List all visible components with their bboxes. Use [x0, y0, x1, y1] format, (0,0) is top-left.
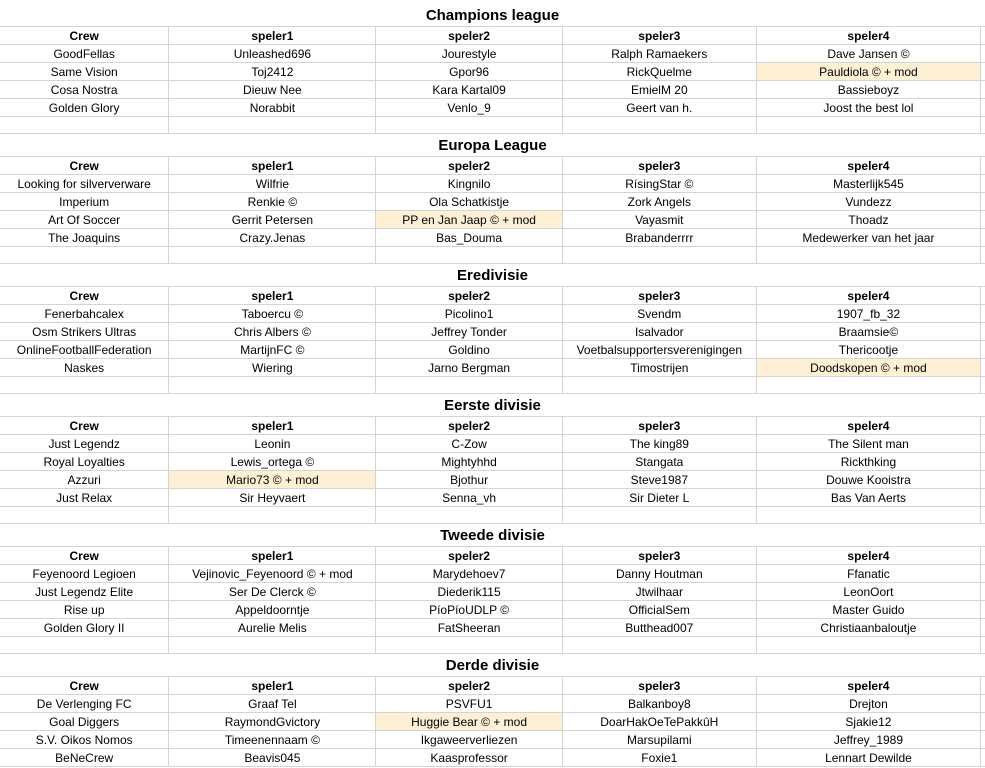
empty-cell[interactable]	[981, 193, 985, 211]
crew-cell[interactable]: Cosa Nostra	[0, 81, 169, 99]
empty-cell[interactable]	[169, 637, 376, 654]
section-title[interactable]: Eerste divisie	[0, 394, 985, 417]
table-row	[0, 323, 985, 341]
player-cell[interactable]: Timeenennaam ©	[169, 731, 376, 749]
table-row	[0, 341, 985, 359]
player-cell[interactable]: MartijnFC ©	[169, 341, 376, 359]
section-title-row	[0, 524, 985, 547]
crew-cell[interactable]: Imperium	[0, 193, 169, 211]
table-row	[0, 713, 985, 731]
header-cell[interactable]: speler2	[376, 677, 562, 695]
player-cell[interactable]: 1907_fb_32	[757, 305, 981, 323]
crew-cell[interactable]: Fenerbahcalex	[0, 305, 169, 323]
header-cell[interactable]: speler4	[757, 547, 981, 565]
empty-cell[interactable]	[376, 507, 562, 524]
crew-cell[interactable]: BeNeCrew	[0, 749, 169, 767]
empty-cell[interactable]	[981, 695, 985, 713]
player-cell[interactable]: Goldino	[376, 341, 562, 359]
crew-cell[interactable]: Just Legendz	[0, 435, 169, 453]
empty-cell[interactable]	[981, 117, 985, 134]
player-cell[interactable]: Marydehoev7	[376, 565, 562, 583]
blank-row	[0, 117, 985, 134]
player-cell[interactable]: Venlo_9	[376, 99, 562, 117]
player-cell[interactable]: Vayasmit	[563, 211, 757, 229]
header-cell[interactable]: Crew	[0, 287, 169, 305]
player-cell[interactable]: Aurelie Melis	[169, 619, 376, 637]
player-cell[interactable]: Mario73 © + mod	[169, 471, 376, 489]
header-cell[interactable]: speler3	[563, 677, 757, 695]
blank-row	[0, 637, 985, 654]
empty-cell[interactable]	[169, 507, 376, 524]
header-cell[interactable]: Crew	[0, 547, 169, 565]
header-cell[interactable]: speler3	[563, 287, 757, 305]
empty-cell[interactable]	[0, 117, 169, 134]
player-cell[interactable]: Jtwilhaar	[563, 583, 757, 601]
player-cell[interactable]: RísingStar ©	[563, 175, 757, 193]
empty-cell[interactable]	[981, 453, 985, 471]
header-cell[interactable]: speler2	[376, 547, 562, 565]
player-cell[interactable]: Stangata	[563, 453, 757, 471]
header-row	[0, 27, 985, 45]
player-cell[interactable]: Vundezz	[757, 193, 981, 211]
table-row	[0, 305, 985, 323]
section-title[interactable]: Eredivisie	[0, 264, 985, 287]
player-cell[interactable]: Geert van h.	[563, 99, 757, 117]
table-row	[0, 211, 985, 229]
empty-cell[interactable]	[563, 637, 757, 654]
crew-cell[interactable]: GoodFellas	[0, 45, 169, 63]
player-cell[interactable]: Crazy.Jenas	[169, 229, 376, 247]
crew-cell[interactable]: Same Vision	[0, 63, 169, 81]
empty-cell[interactable]	[981, 157, 985, 175]
player-cell[interactable]: Voetbalsupportersverenigingen	[563, 341, 757, 359]
empty-cell[interactable]	[981, 63, 985, 81]
empty-cell[interactable]	[376, 377, 562, 394]
header-cell[interactable]: speler4	[757, 287, 981, 305]
empty-cell[interactable]	[757, 247, 981, 264]
player-cell[interactable]: Rickthking	[757, 453, 981, 471]
player-cell[interactable]: Marsupilami	[563, 731, 757, 749]
player-cell[interactable]: Pauldiola © + mod	[757, 63, 981, 81]
table-row	[0, 81, 985, 99]
empty-cell[interactable]	[0, 377, 169, 394]
header-row	[0, 547, 985, 565]
player-cell[interactable]: Ffanatic	[757, 565, 981, 583]
blank-row	[0, 377, 985, 394]
player-cell[interactable]: Diederik115	[376, 583, 562, 601]
player-cell[interactable]: Zork Angels	[563, 193, 757, 211]
header-cell[interactable]: speler1	[169, 547, 376, 565]
player-cell[interactable]: FatSheeran	[376, 619, 562, 637]
empty-cell[interactable]	[981, 507, 985, 524]
crew-cell[interactable]: Royal Loyalties	[0, 453, 169, 471]
player-cell[interactable]: Vejinovic_Feyenoord © + mod	[169, 565, 376, 583]
header-cell[interactable]: speler1	[169, 417, 376, 435]
player-cell[interactable]: RickQuelme	[563, 63, 757, 81]
player-cell[interactable]: Unleashed696	[169, 45, 376, 63]
player-cell[interactable]: PSVFU1	[376, 695, 562, 713]
table-row	[0, 99, 985, 117]
player-cell[interactable]: Medewerker van het jaar	[757, 229, 981, 247]
player-cell[interactable]: PP en Jan Jaap © + mod	[376, 211, 562, 229]
player-cell[interactable]: Mightyhhd	[376, 453, 562, 471]
player-cell[interactable]: Bassieboyz	[757, 81, 981, 99]
empty-cell[interactable]	[981, 229, 985, 247]
table-row	[0, 601, 985, 619]
crew-cell[interactable]: Just Legendz Elite	[0, 583, 169, 601]
player-cell[interactable]: Bas Van Aerts	[757, 489, 981, 507]
player-cell[interactable]: Leonin	[169, 435, 376, 453]
table-row	[0, 359, 985, 377]
player-cell[interactable]: DoarHakOeTePakkûH	[563, 713, 757, 731]
empty-cell[interactable]	[981, 731, 985, 749]
player-cell[interactable]: Huggie Bear © + mod	[376, 713, 562, 731]
crew-cell[interactable]: Looking for silververware	[0, 175, 169, 193]
empty-cell[interactable]	[981, 99, 985, 117]
header-cell[interactable]: Crew	[0, 677, 169, 695]
header-cell[interactable]: speler2	[376, 287, 562, 305]
table-row	[0, 749, 985, 767]
player-cell[interactable]: Bas_Douma	[376, 229, 562, 247]
header-cell[interactable]: speler2	[376, 417, 562, 435]
empty-cell[interactable]	[563, 247, 757, 264]
player-cell[interactable]: Norabbit	[169, 99, 376, 117]
empty-cell[interactable]	[376, 247, 562, 264]
section-title-row	[0, 264, 985, 287]
player-cell[interactable]: Steve1987	[563, 471, 757, 489]
player-cell[interactable]: Svendm	[563, 305, 757, 323]
player-cell[interactable]: Foxie1	[563, 749, 757, 767]
player-cell[interactable]: Isalvador	[563, 323, 757, 341]
empty-cell[interactable]	[981, 81, 985, 99]
player-cell[interactable]: The king89	[563, 435, 757, 453]
empty-cell[interactable]	[981, 359, 985, 377]
player-cell[interactable]: PíoPíoUDLP ©	[376, 601, 562, 619]
empty-cell[interactable]	[981, 637, 985, 654]
player-cell[interactable]: EmielM 20	[563, 81, 757, 99]
player-cell[interactable]: Jeffrey Tonder	[376, 323, 562, 341]
section-title-row	[0, 134, 985, 157]
player-cell[interactable]: Joost the best lol	[757, 99, 981, 117]
crew-cell[interactable]: OnlineFootballFederation	[0, 341, 169, 359]
player-cell[interactable]: Ikgaweerverliezen	[376, 731, 562, 749]
player-cell[interactable]: Drejton	[757, 695, 981, 713]
player-cell[interactable]: Taboercu ©	[169, 305, 376, 323]
empty-cell[interactable]	[981, 565, 985, 583]
player-cell[interactable]: Kara Kartal09	[376, 81, 562, 99]
header-cell[interactable]: Crew	[0, 157, 169, 175]
header-cell[interactable]: speler1	[169, 287, 376, 305]
empty-cell[interactable]	[757, 637, 981, 654]
player-cell[interactable]: Butthead007	[563, 619, 757, 637]
table-row	[0, 175, 985, 193]
empty-cell[interactable]	[981, 211, 985, 229]
table-row	[0, 435, 985, 453]
header-cell[interactable]: speler1	[169, 157, 376, 175]
empty-cell[interactable]	[169, 377, 376, 394]
empty-cell[interactable]	[757, 117, 981, 134]
blank-row	[0, 247, 985, 264]
player-cell[interactable]: Lennart Dewilde	[757, 749, 981, 767]
player-cell[interactable]: The Silent man	[757, 435, 981, 453]
crew-cell[interactable]: S.V. Oikos Nomos	[0, 731, 169, 749]
player-cell[interactable]: Appeldoorntje	[169, 601, 376, 619]
player-cell[interactable]: Senna_vh	[376, 489, 562, 507]
player-cell[interactable]: Beavis045	[169, 749, 376, 767]
player-cell[interactable]: Douwe Kooistra	[757, 471, 981, 489]
player-cell[interactable]: Gerrit Petersen	[169, 211, 376, 229]
crew-cell[interactable]: Feyenoord Legioen	[0, 565, 169, 583]
table-row	[0, 453, 985, 471]
header-cell[interactable]: Crew	[0, 417, 169, 435]
empty-cell[interactable]	[981, 601, 985, 619]
empty-cell[interactable]	[563, 507, 757, 524]
crew-cell[interactable]: Azzuri	[0, 471, 169, 489]
crew-cell[interactable]: Goal Diggers	[0, 713, 169, 731]
header-cell[interactable]: speler4	[757, 417, 981, 435]
header-row	[0, 417, 985, 435]
empty-cell[interactable]	[757, 507, 981, 524]
crew-cell[interactable]: Just Relax	[0, 489, 169, 507]
header-cell[interactable]: speler1	[169, 27, 376, 45]
empty-cell[interactable]	[981, 417, 985, 435]
header-cell[interactable]: speler3	[563, 27, 757, 45]
header-cell[interactable]: speler3	[563, 157, 757, 175]
empty-cell[interactable]	[981, 435, 985, 453]
player-cell[interactable]: Wiering	[169, 359, 376, 377]
empty-cell[interactable]	[981, 749, 985, 767]
empty-cell[interactable]	[169, 117, 376, 134]
table-row	[0, 63, 985, 81]
empty-cell[interactable]	[981, 305, 985, 323]
section-title-row	[0, 394, 985, 417]
empty-cell[interactable]	[0, 247, 169, 264]
crew-cell[interactable]: Golden Glory	[0, 99, 169, 117]
player-cell[interactable]: OfficialSem	[563, 601, 757, 619]
player-cell[interactable]: Jourestyle	[376, 45, 562, 63]
crew-cell[interactable]: Osm Strikers Ultras	[0, 323, 169, 341]
blank-row	[0, 507, 985, 524]
player-cell[interactable]: Jarno Bergman	[376, 359, 562, 377]
empty-cell[interactable]	[981, 713, 985, 731]
player-cell[interactable]: Sjakie12	[757, 713, 981, 731]
table-row	[0, 45, 985, 63]
player-cell[interactable]: Sir Heyvaert	[169, 489, 376, 507]
section-title-row	[0, 4, 985, 27]
header-cell[interactable]: speler2	[376, 157, 562, 175]
table-row	[0, 619, 985, 637]
player-cell[interactable]: Master Guido	[757, 601, 981, 619]
empty-cell[interactable]	[981, 619, 985, 637]
empty-cell[interactable]	[169, 247, 376, 264]
table-row	[0, 193, 985, 211]
player-cell[interactable]: Doodskopen © + mod	[757, 359, 981, 377]
table-row	[0, 229, 985, 247]
empty-cell[interactable]	[563, 117, 757, 134]
player-cell[interactable]: Lewis_ortega ©	[169, 453, 376, 471]
header-cell[interactable]: speler4	[757, 27, 981, 45]
section-title[interactable]: Tweede divisie	[0, 524, 985, 547]
player-cell[interactable]: Braamsie©	[757, 323, 981, 341]
crew-cell[interactable]: Art Of Soccer	[0, 211, 169, 229]
table-row	[0, 731, 985, 749]
crew-cell[interactable]: Naskes	[0, 359, 169, 377]
crew-cell[interactable]: De Verlenging FC	[0, 695, 169, 713]
player-cell[interactable]: Wilfrie	[169, 175, 376, 193]
empty-cell[interactable]	[981, 323, 985, 341]
section-title[interactable]: Champions league	[0, 4, 985, 27]
player-cell[interactable]: Bjothur	[376, 471, 562, 489]
empty-cell[interactable]	[376, 637, 562, 654]
empty-cell[interactable]	[981, 583, 985, 601]
header-row	[0, 677, 985, 695]
empty-cell[interactable]	[981, 677, 985, 695]
table-row	[0, 695, 985, 713]
player-cell[interactable]: C-Zow	[376, 435, 562, 453]
header-cell[interactable]: speler2	[376, 27, 562, 45]
empty-cell[interactable]	[981, 377, 985, 394]
player-cell[interactable]: Kingnilo	[376, 175, 562, 193]
player-cell[interactable]: Masterlijk545	[757, 175, 981, 193]
empty-cell[interactable]	[981, 547, 985, 565]
empty-cell[interactable]	[981, 341, 985, 359]
header-row	[0, 157, 985, 175]
player-cell[interactable]: Kaasprofessor	[376, 749, 562, 767]
empty-cell[interactable]	[981, 471, 985, 489]
header-cell[interactable]: speler3	[563, 417, 757, 435]
player-cell[interactable]: Chris Albers ©	[169, 323, 376, 341]
empty-cell[interactable]	[981, 175, 985, 193]
player-cell[interactable]: Christiaanbaloutje	[757, 619, 981, 637]
table-row	[0, 471, 985, 489]
crew-cell[interactable]: Golden Glory II	[0, 619, 169, 637]
player-cell[interactable]: Balkanboy8	[563, 695, 757, 713]
header-cell[interactable]: speler4	[757, 677, 981, 695]
header-cell[interactable]: speler1	[169, 677, 376, 695]
empty-cell[interactable]	[376, 117, 562, 134]
empty-cell[interactable]	[981, 45, 985, 63]
empty-cell[interactable]	[981, 27, 985, 45]
player-cell[interactable]: Picolino1	[376, 305, 562, 323]
crew-cell[interactable]: Rise up	[0, 601, 169, 619]
table-row	[0, 565, 985, 583]
player-cell[interactable]: Thericootje	[757, 341, 981, 359]
player-cell[interactable]: Dave Jansen ©	[757, 45, 981, 63]
header-cell[interactable]: speler4	[757, 157, 981, 175]
player-cell[interactable]: LeonOort	[757, 583, 981, 601]
player-cell[interactable]: Danny Houtman	[563, 565, 757, 583]
table-row	[0, 489, 985, 507]
player-cell[interactable]: Ola Schatkistje	[376, 193, 562, 211]
player-cell[interactable]: Ser De Clerck ©	[169, 583, 376, 601]
header-cell[interactable]: Crew	[0, 27, 169, 45]
empty-cell[interactable]	[981, 489, 985, 507]
crew-cell[interactable]: The Joaquins	[0, 229, 169, 247]
player-cell[interactable]: RaymondGvictory	[169, 713, 376, 731]
header-cell[interactable]: speler3	[563, 547, 757, 565]
section-title[interactable]: Europa League	[0, 134, 985, 157]
player-cell[interactable]: Sir Dieter L	[563, 489, 757, 507]
player-cell[interactable]: Ralph Ramaekers	[563, 45, 757, 63]
header-row	[0, 287, 985, 305]
player-cell[interactable]: Jeffrey_1989	[757, 731, 981, 749]
table-row	[0, 583, 985, 601]
empty-cell[interactable]	[0, 637, 169, 654]
player-cell[interactable]: Timostrijen	[563, 359, 757, 377]
player-cell[interactable]: Gpor96	[376, 63, 562, 81]
player-cell[interactable]: Dieuw Nee	[169, 81, 376, 99]
section-title-row	[0, 654, 985, 677]
player-cell[interactable]: Toj2412	[169, 63, 376, 81]
empty-cell[interactable]	[981, 247, 985, 264]
section-title[interactable]: Derde divisie	[0, 654, 985, 677]
player-cell[interactable]: Thoadz	[757, 211, 981, 229]
player-cell[interactable]: Brabanderrrr	[563, 229, 757, 247]
player-cell[interactable]: Renkie ©	[169, 193, 376, 211]
empty-cell[interactable]	[981, 287, 985, 305]
empty-cell[interactable]	[563, 377, 757, 394]
empty-cell[interactable]	[0, 507, 169, 524]
player-cell[interactable]: Graaf Tel	[169, 695, 376, 713]
empty-cell[interactable]	[757, 377, 981, 394]
